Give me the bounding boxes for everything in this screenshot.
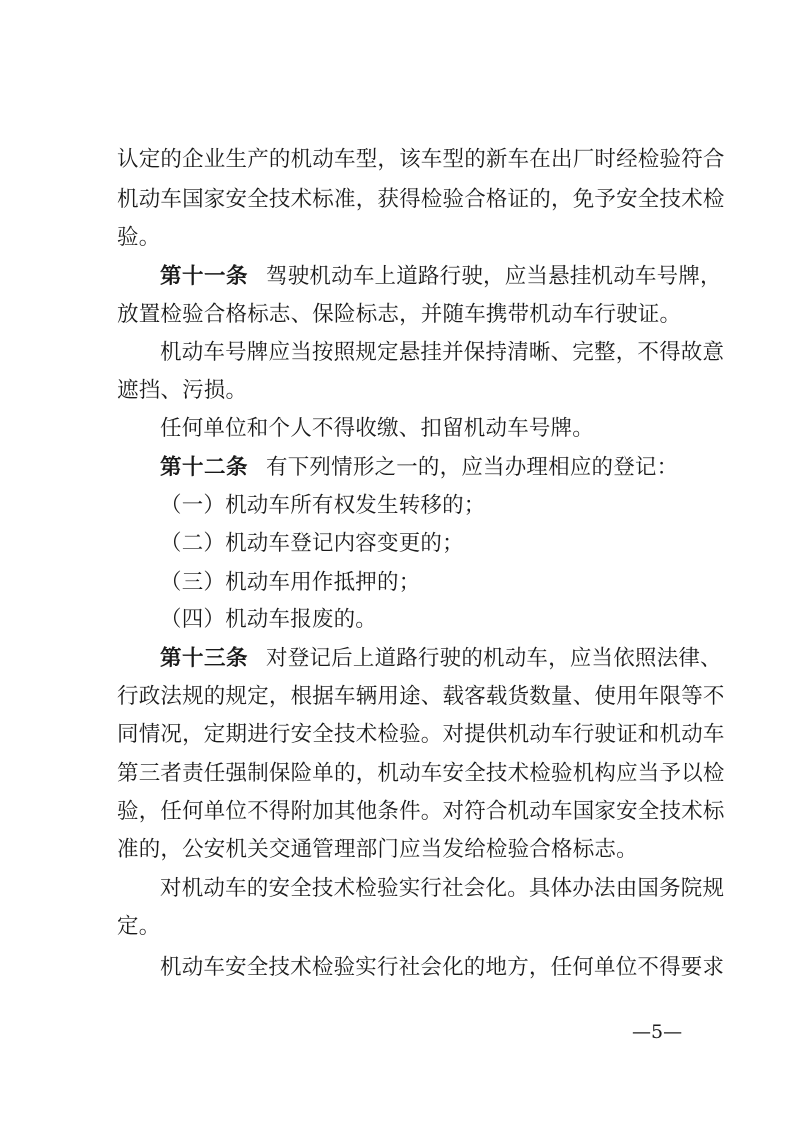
paragraph-line: 行政法规的规定，根据车辆用途、载客载货数量、使用年限等不 [117,684,725,709]
paragraph-line: 准的，公安机关交通管理部门应当发给检验合格标志。 [117,837,638,862]
paragraph-line: 验。 [117,225,161,250]
list-item: （一）机动车所有权发生转移的； [160,493,486,518]
paragraph-line: 遮挡、污损。 [117,378,248,403]
article-13-line [160,645,722,673]
article-11-label: 第十一条 [160,264,249,289]
paragraph-line: 同情况，定期进行安全技术检验。对提供机动车行驶证和机动车 [117,722,725,747]
paragraph-line: 定。 [117,914,161,939]
paragraph-line: 机动车国家安全技术标准，获得检验合格证的，免予安全技术检 [117,187,725,212]
paragraph-line: 对机动车的安全技术检验实行社会化。具体办法由国务院规 [160,876,725,901]
article-12-text: 有下列情形之一的，应当办理相应的登记： [266,455,679,480]
paragraph-line: 认定的企业生产的机动车型，该车型的新车在出厂时经检验符合 [117,147,725,172]
paragraph-line: 任何单位和个人不得收缴、扣留机动车号牌。 [160,416,595,441]
article-12-label: 第十二条 [160,455,249,480]
article-12-line [160,454,678,482]
list-item: （四）机动车报废的。 [160,607,378,632]
article-11-line [160,263,722,291]
article-13-label: 第十三条 [160,646,249,671]
paragraph-line: 放置检验合格标志、保险标志，并随车携带机动车行驶证。 [117,302,682,327]
page-number: —5— [632,1021,683,1043]
paragraph-line: 验，任何单位不得附加其他条件。对符合机动车国家安全技术标 [117,799,725,824]
article-11-text: 驾驶机动车上道路行驶，应当悬挂机动车号牌， [266,264,722,289]
paragraph-line: 第三者责任强制保险单的，机动车安全技术检验机构应当予以检 [117,761,725,786]
list-item: （三）机动车用作抵押的； [160,570,421,595]
article-13-text: 对登记后上道路行驶的机动车，应当依照法律、 [266,646,722,671]
paragraph-line: 机动车号牌应当按照规定悬挂并保持清晰、完整，不得故意 [160,340,725,365]
list-item: （二）机动车登记内容变更的； [160,531,464,556]
paragraph-line: 机动车安全技术检验实行社会化的地方，任何单位不得要求 [160,955,725,980]
